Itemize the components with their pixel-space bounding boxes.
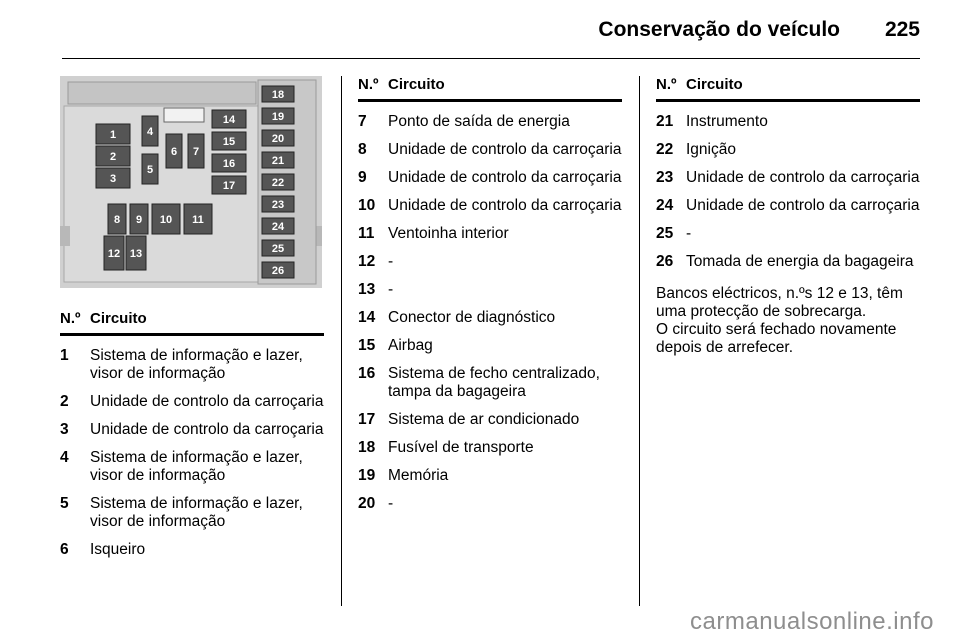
circuit-number: 23 [656,169,674,186]
circuit-row [358,467,622,485]
circuit-number: 22 [656,141,674,158]
circuit-description: - [686,225,692,242]
fuse-label: 18 [271,89,285,101]
fuse-label: 6 [170,146,178,158]
circuit-list [60,347,324,559]
circuit-row [358,169,622,187]
circuit-row [656,113,920,131]
circuit-row [656,141,920,159]
column-divider [341,76,342,606]
circuit-number: 17 [358,411,376,428]
fuse-label: 25 [271,243,285,255]
header-divider [62,58,920,59]
circuit-description: Conector de diagnóstico [388,309,556,326]
circuit-row [358,439,622,457]
circuit-description: Ignição [686,141,736,158]
circuit-number: 13 [358,281,376,298]
circuit-number: 2 [60,393,69,410]
circuit-description: Unidade de controlo da carroçaria [686,169,920,186]
circuit-description: Unidade de controlo da carroçaria [388,197,622,214]
table-header [358,76,622,102]
circuit-description: - [388,495,394,512]
circuit-number: 9 [358,169,367,186]
circuit-list [656,113,920,271]
circuit-description: Unidade de controlo da carroçaria [686,197,920,214]
circuit-number: 19 [358,467,376,484]
circuit-number: 10 [358,197,376,214]
table-header [656,76,920,102]
circuit-row [60,541,324,559]
col-num-header: N.º [60,310,81,327]
circuit-row [358,281,622,299]
note-line-1: Bancos eléctricos, n.ºs 12 e 13, têm uma protecção de sobrecarga. [656,285,903,320]
fuse-label: 15 [222,136,236,148]
circuit-number: 4 [60,449,69,466]
column-2 [358,76,622,523]
circuit-row [656,169,920,187]
circuit-row [358,197,622,215]
circuit-description: Unidade de controlo da carroçaria [90,421,324,438]
circuit-row [358,365,622,401]
fuse-label: 8 [113,214,121,226]
circuit-number: 24 [656,197,674,214]
circuit-description: Tomada de energia da bagageira [686,253,914,270]
circuit-row [656,253,920,271]
column-divider [639,76,640,606]
circuit-row [358,337,622,355]
circuit-number: 21 [656,113,674,130]
fuse-label: 19 [271,111,285,123]
fuse-box-diagram [60,76,322,288]
circuit-number: 7 [358,113,367,130]
circuit-number: 11 [358,225,375,242]
fuse-label: 4 [146,126,154,138]
circuit-number: 12 [358,253,376,270]
circuit-row [358,411,622,429]
circuit-description: Instrumento [686,113,768,130]
fuse-label: 24 [271,221,285,233]
fuse-label: 14 [222,114,236,126]
fuse-label: 26 [271,265,285,277]
circuit-description: Sistema de informação e lazer, visor de informação [90,449,303,484]
circuit-description: Ponto de saída de energia [388,113,570,130]
circuit-row [60,495,324,531]
column-3 [656,76,920,357]
circuit-row [358,113,622,131]
col-circuit-header: Circuito [388,76,445,93]
circuit-row [358,309,622,327]
fuse-label: 21 [271,155,285,167]
page-title: Conservação do veículo [598,18,840,41]
fuse-label: 3 [109,173,117,185]
circuit-row [358,225,622,243]
circuit-description: - [388,253,394,270]
circuit-description: Sistema de ar condicionado [388,411,580,428]
fuse-label: 17 [222,180,236,192]
circuit-number: 1 [60,347,69,364]
fuse-box-illustration [60,76,322,288]
col-circuit-header: Circuito [686,76,743,93]
col-num-header: N.º [656,76,677,93]
circuit-number: 3 [60,421,69,438]
circuit-row [656,225,920,243]
fuse-label: 11 [192,214,204,226]
fuse-label: 16 [222,158,236,170]
circuit-number: 20 [358,495,376,512]
circuit-description: Sistema de informação e lazer, visor de informação [90,495,303,530]
fuse-label: 23 [271,199,285,211]
circuit-row [60,449,324,485]
fuse-label: 10 [159,214,173,226]
fuse-label: 20 [271,133,285,145]
circuit-number: 15 [358,337,376,354]
column-1 [60,76,324,569]
circuit-row [60,393,324,411]
circuit-description: Airbag [388,337,433,354]
circuit-row [60,421,324,439]
col-circuit-header: Circuito [90,310,147,327]
circuit-number: 14 [358,309,376,326]
circuit-description: Ventoinha interior [388,225,509,242]
circuit-number: 6 [60,541,69,558]
fuse-label: 22 [271,177,285,189]
circuit-description: Fusível de transporte [388,439,534,456]
circuit-row [358,253,622,271]
col-num-header: N.º [358,76,379,93]
fuse-label: 13 [129,248,143,260]
circuit-row [358,141,622,159]
circuit-number: 8 [358,141,367,158]
fuse-label: 9 [135,214,143,226]
page-header [0,14,920,54]
circuit-row [656,197,920,215]
fuse-label: 7 [192,146,200,158]
overload-note [656,285,920,357]
circuit-list [358,113,622,513]
circuit-description: - [388,281,394,298]
circuit-number: 18 [358,439,376,456]
circuit-number: 5 [60,495,69,512]
circuit-number: 16 [358,365,376,382]
fuse-label: 5 [146,164,154,176]
note-line-2: O circuito será fechado novamente depois de arrefecer. [656,321,897,356]
circuit-description: Unidade de controlo da carroçaria [388,141,622,158]
circuit-description: Sistema de fecho centralizado, tampa da bagageira [388,365,600,400]
circuit-row [60,347,324,383]
fuse-label: 12 [107,248,121,260]
circuit-description: Sistema de informação e lazer, visor de informação [90,347,303,382]
circuit-number: 25 [656,225,674,242]
page-number: 225 [884,18,920,41]
circuit-description: Unidade de controlo da carroçaria [388,169,622,186]
circuit-description: Unidade de controlo da carroçaria [90,393,324,410]
table-header [60,310,324,336]
circuit-description: Memória [388,467,449,484]
watermark: carmanualsonline.info [690,608,934,635]
circuit-number: 26 [656,253,674,270]
circuit-row [358,495,622,513]
circuit-description: Isqueiro [90,541,146,558]
fuse-label: 2 [109,151,117,163]
fuse-label: 1 [109,129,117,141]
